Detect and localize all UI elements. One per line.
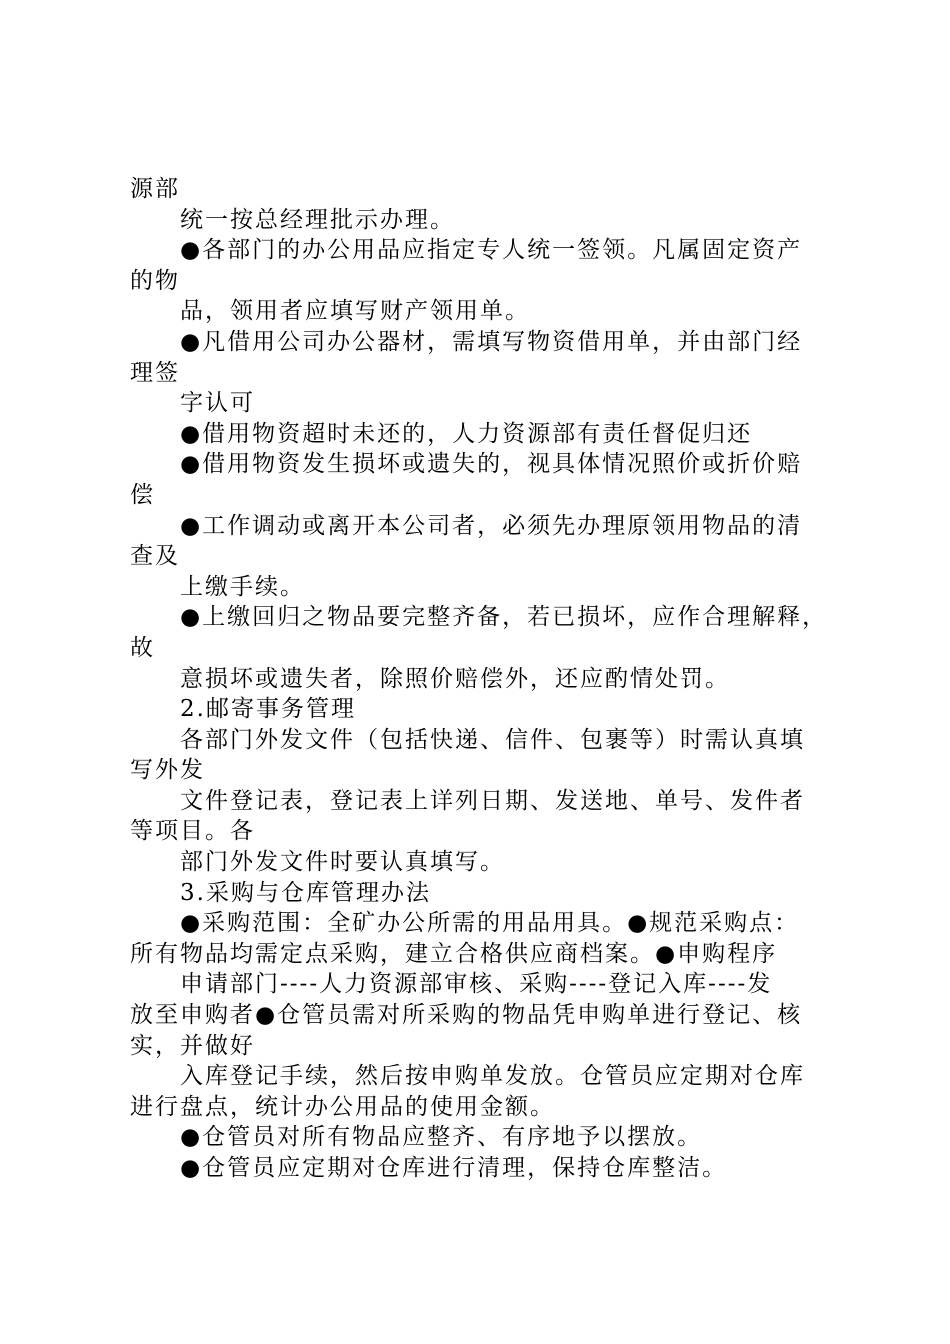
text-line: ●借用物资超时未还的，人力资源部有责任督促归还	[180, 420, 753, 447]
text-line: 意损坏或遗失者，除照价赔偿外，还应酌情处罚。	[180, 665, 730, 692]
text-line: 等项目。各	[130, 818, 255, 845]
text-line: ●借用物资发生损坏或遗失的，视具体情况照价或折价赔	[180, 451, 803, 478]
text-line: ●各部门的办公用品应指定专人统一签领。凡属固定资产	[180, 237, 803, 264]
text-line: ●仓管员应定期对仓库进行清理，保持仓库整洁。	[180, 1155, 728, 1181]
text-line: 所有物品均需定点采购，建立合格供应商档案。●申购程序	[130, 940, 778, 967]
text-line: 各部门外发文件（包括快递、信件、包裹等）时需认真填	[180, 726, 805, 753]
text-line: 文件登记表，登记表上详列日期、发送地、单号、发件者	[180, 787, 805, 814]
text-line: 字认可	[180, 390, 255, 417]
text-line: ●凡借用公司办公器材，需填写物资借用单，并由部门经	[180, 328, 803, 355]
text-line: 申请部门----人力资源部审核、采购----登记入库----发	[180, 971, 773, 998]
text-line: 进行盘点，统计办公用品的使用金额。	[130, 1093, 555, 1120]
text-line: 偿	[130, 481, 155, 508]
text-line: 2.邮寄事务管理	[180, 696, 356, 723]
text-line: 源部	[130, 176, 180, 202]
text-line: 写外发	[130, 757, 205, 784]
text-line: 统一按总经理批示办理。	[180, 206, 455, 233]
text-line: ●仓管员对所有物品应整齐、有序地予以摆放。	[180, 1124, 703, 1151]
text-line: 入库登记手续，然后按申购单发放。仓管员应定期对仓库	[180, 1063, 805, 1090]
text-line: 故	[130, 634, 155, 661]
text-line: 的物	[130, 267, 180, 294]
text-line: ●采购范围：全矿办公所需的用品用具。●规范采购点：	[180, 910, 800, 937]
text-line: 实，并做好	[130, 1032, 255, 1059]
text-line: 部门外发文件时要认真填写。	[180, 849, 505, 876]
text-line: 放至申购者●仓管员需对所采购的物品凭申购单进行登记、核	[130, 1002, 803, 1029]
text-line: ●工作调动或离开本公司者，必须先办理原领用物品的清	[180, 512, 803, 539]
text-line: 3.采购与仓库管理办法	[180, 879, 431, 906]
text-line: 上缴手续。	[180, 573, 305, 600]
text-line: ●上缴回归之物品要完整齐备，若已损坏，应作合理解释，	[180, 604, 828, 631]
text-line: 品，领用者应填写财产领用单。	[180, 298, 530, 325]
text-line: 理签	[130, 359, 180, 386]
text-line: 查及	[130, 543, 180, 570]
document-body	[130, 174, 850, 1184]
